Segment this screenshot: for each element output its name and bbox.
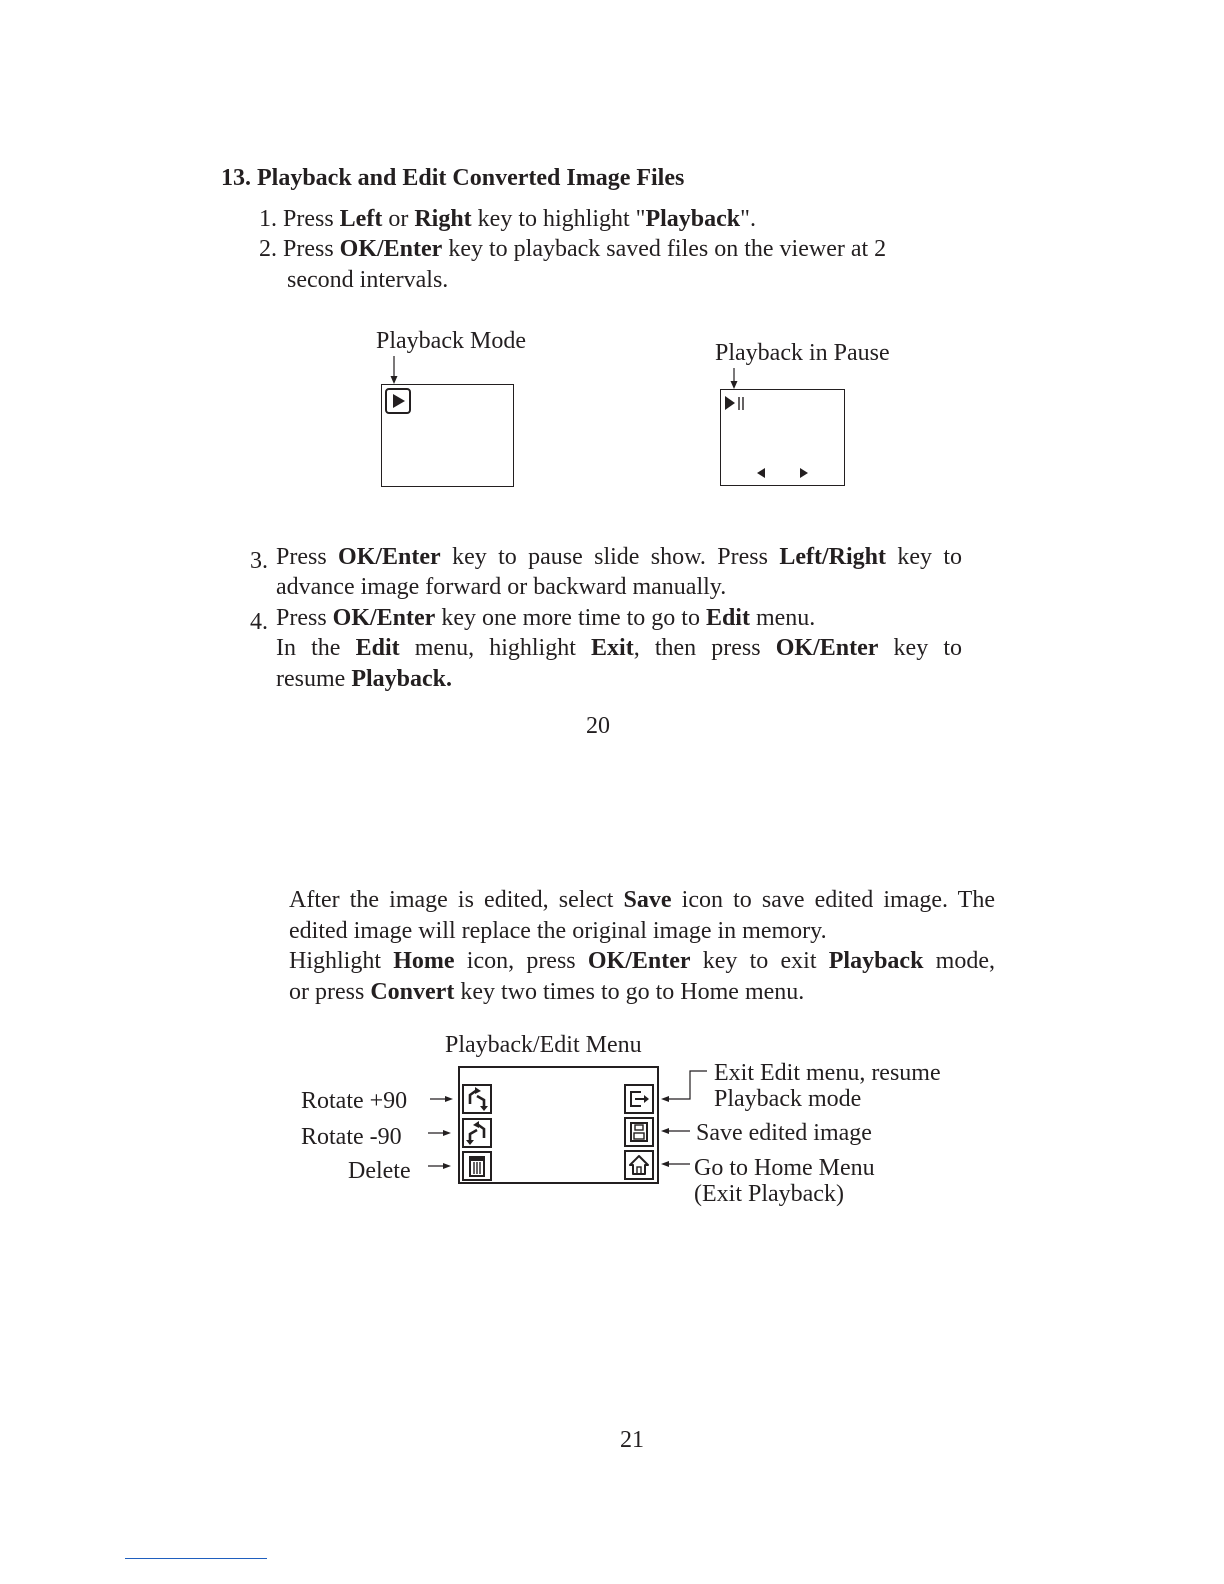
section-heading: 13. Playback and Edit Converted Image Files: [221, 165, 685, 191]
paragraph-home-continued: or press Convert key two times to go to Home menu.: [289, 979, 805, 1005]
page-number-20: 20: [586, 713, 610, 739]
step-3-number: 3.: [250, 548, 268, 574]
playback-mode-label: Playback Mode: [376, 328, 526, 354]
step-4-line-2: In the Edit menu, highlight Exit, then press OK/Enter key to: [276, 635, 962, 661]
rotate-minus-label: Rotate -90: [301, 1124, 402, 1150]
step-number: 2.: [259, 236, 277, 262]
home-label-line1: Go to Home Menu: [694, 1155, 875, 1181]
step-4: Press OK/Enter key one more time to go to Edit menu.: [276, 605, 816, 631]
paragraph-home: Highlight Home icon, press OK/Enter key to exit Playback mode,: [289, 948, 995, 974]
step-4-number: 4.: [250, 609, 268, 635]
delete-label: Delete: [348, 1158, 411, 1184]
footer-rule: [125, 1558, 267, 1559]
step-3: Press OK/Enter key to pause slide show. Press Left/Right key to: [276, 544, 963, 570]
step-2-continued: second intervals.: [287, 267, 449, 293]
step-text: Press Left or Right key to highlight "Playback".: [283, 206, 756, 232]
rotate-plus-label: Rotate +90: [301, 1088, 408, 1114]
menu-title: Playback/Edit Menu: [445, 1032, 642, 1058]
step-text: Press OK/Enter key to playback saved files on the viewer at 2: [283, 236, 887, 262]
step-3-continued: advance image forward or backward manually.: [276, 574, 727, 600]
playback-in-pause-label: Playback in Pause: [715, 340, 890, 366]
paragraph-save-continued: edited image will replace the original image in memory.: [289, 918, 827, 944]
exit-label-line2: Playback mode: [714, 1086, 862, 1112]
save-label: Save edited image: [696, 1120, 872, 1146]
step-4-line-3: resume Playback.: [276, 666, 452, 692]
home-label-line2: (Exit Playback): [694, 1181, 844, 1207]
paragraph-save: After the image is edited, select Save icon to save edited image. The: [289, 887, 995, 913]
step-number: 1.: [259, 206, 277, 232]
exit-label-line1: Exit Edit menu, resume: [714, 1060, 941, 1086]
page-number-21: 21: [620, 1427, 644, 1453]
